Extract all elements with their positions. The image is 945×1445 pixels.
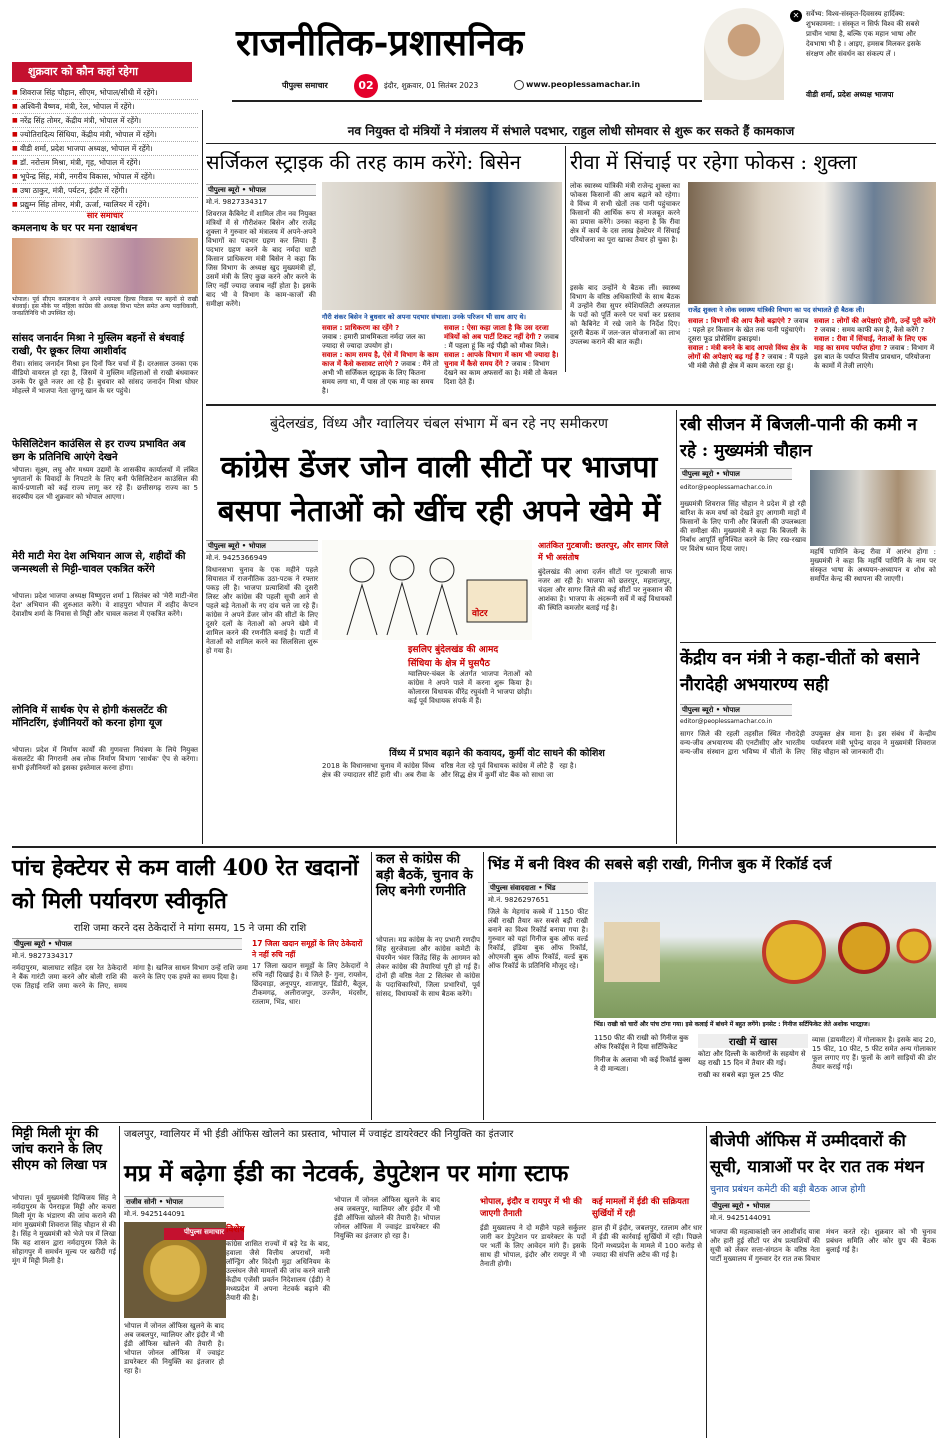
list-item: ■ उषा ठाकुर, मंत्री, पर्यटन, इंदौर में रहेंगी।: [12, 184, 198, 198]
giant-rakhi-photo: [594, 882, 936, 1018]
moong-headline: मिट्टी मिली मूंग की जांच कराने के लिए सीएम को लिखा पत्र: [12, 1126, 107, 1173]
rakhi-facts: [594, 1034, 694, 1088]
page-number: 02: [354, 74, 378, 98]
ed-photo-label: पीपुल्स समाचार: [164, 1228, 244, 1240]
ed-byline: राजीव सोनी • भोपाल: [124, 1196, 224, 1208]
mid-kicker: बुंदेलखंड, विंध्य और ग्वालियर चंबल संभाग में बन रहे नए समीकरण: [269, 416, 609, 432]
bundel-title: इसलिए बुंदेलखंड की आमद: [408, 645, 499, 655]
ed-body-2: भोपाल में जोनल ऑफिस खुलने के बाद अब जबलपुर, ग्वालियर और इंदौर में भी ईडी ऑफिस खोलने की तैयारी है। भोपाल जोनल ऑफिस में ज्वाइंट डायरेक्टर की नियुक्ति का इंतजार हो रहा है।: [334, 1196, 440, 1240]
rabi-caption: महर्षि पाणिनि केन्द्र रीवा में आरंभ होगा : मुख्यमंत्री ने कहा कि महर्षि पाणिनि के नाम पर संस्कृत भाषा के अध्ययन-अध्यापन व शोध को समर्पित केन्द्र की स्थापना की जाएगी।: [810, 548, 936, 583]
congress-meeting-body: भोपाल। मप्र कांग्रेस के नए प्रभारी रणदीप सिंह सुरजेवाला और कांग्रेस कमेटी के चेयरमैन भंवर जितेंद्र सिंह के आगमन को लेकर कांग्रेस की तैयारियां पूरी हो गई हैं। दोनों ही वरिष्ठ नेता 2 सितंबर से कांग्रेस के पदाधिकारियों, जिला प्रभारियों, पूर्व सांसद, विधायकों के साथ बैठक करेंगे।: [376, 936, 480, 998]
qa-question: सवाल : रीवा में सिंचाई, नेताओं के लिए एक माह का समय पर्याप्त होगा ?: [814, 335, 927, 352]
rakhi-headline: भिंड में बनी विश्व की सबसे बड़ी राखी, गिनीज बुक में रिकॉर्ड दर्ज: [488, 856, 832, 873]
list-item: 1150 फीट की राखी को गिनीज बुक ऑफ रिकॉर्ड्स ने दिया सर्टिफिकेट: [594, 1034, 689, 1051]
bisen-body: शिवराज कैबिनेट में शामिल तीन नव नियुक्त मंत्रियों में से गौरीशंकर बिसेन और राजेंद्र शुक्ला ने गुरुवार को मंत्रालय में अपने-अपने विभागों का पदभार ग्रहण कर लिया। हैं पदभार ग्रहण करने के बाद नर्मदा घाटी किसान प्राधिकरण मंत्री बिसेन ने कहा कि जिस विभाग के अध्यक्ष खुद मुख्यमंत्री हों, उसमें मंत्री के लिए कुछ करने और करने के लिए नहीं ज्यादा जवाब नहीं होता है। इसके बाद भी वे विभाग के काम-काजों की समीक्षा करेंगे।: [206, 210, 316, 308]
rabi-headline: रबी सीजन में बिजली-पानी की कमी न रहे : मुख्यमंत्री चौहान: [680, 415, 917, 461]
kamalnath-rakhi-photo: [12, 238, 198, 294]
list-item: ■ प्रद्युम्न सिंह तोमर, मंत्री, ऊर्जा, ग्वालियर में रहेंगे।: [12, 198, 198, 212]
qa-answer: जवाब : विभाग देखने का काम अफसरों का है। मंत्री तो केवल दिशा देते हैं।: [444, 360, 558, 386]
rakhi-khas-title: राखी में खास: [698, 1034, 808, 1048]
election-cartoon: [322, 540, 532, 640]
bisen-photo: [322, 182, 562, 310]
shukla-headline: रीवा में सिंचाई पर रहेगा फोकस : शुक्ला: [570, 150, 857, 174]
news-headline: कमलनाथ के घर पर मना रक्षाबंधन: [12, 223, 138, 234]
news-body: भोपाल। प्रदेश में निर्माण कार्यों की गुणवत्ता नियंत्रण के लिये नियुक्त कंसलटेंट की निगरानी अब लोक निर्माण विभाग 'सार्थक' ऐप से करेगा। सभी इंजीनियरों को इसका इस्तेमाल करना होगा।: [12, 746, 198, 772]
qa-answer: जवाब : मैं पहले भी मंत्री जैसे ही क्षेत्र में काम करता रहा हूं।: [688, 353, 809, 370]
cartoon-drawing: [322, 540, 532, 640]
rabi-email: editor@peoplessamachar.co.in: [680, 484, 773, 491]
schedule-box-title: शुक्रवार को कौन कहां रहेगा: [12, 62, 192, 82]
shukla-qa: [688, 317, 936, 371]
section-title: राजनीतिक-प्रशासनिक: [236, 22, 525, 64]
scindia-title: सिंधिया के क्षेत्र में घुसपैठ: [408, 659, 490, 669]
aatank-title: आतंकित गुटबाजी: छतरपुर, और सागर जिले में भी असंतोष: [538, 541, 669, 562]
news-headline: फेसिलिटेशन काउंसिल से हर राज्य प्रभावित अब छग के प्रतिनिधि आएंगे देखने: [12, 439, 186, 463]
shukla-meeting-photo: [688, 182, 936, 304]
qa-answer: जवाब : हमारी प्राथमिकता नर्मदा जल का ज्यादा से ज्यादा उपयोग हो।: [322, 333, 426, 350]
sand-body: नर्मदापुरम, बालाघाट सहित दस रेत ठेकेदारों ने बैंक गारंटी जमा करने और बोली राशि की एक तिहाई राशि जमा करने के लिए, समय मांगा है। खनिज साधन विभाग उन्हें राशि जमा करने के लिए एक हफ्ते का समय दिया है।: [12, 964, 248, 990]
ed-kicker: जबलपुर, ग्वालियर में भी ईडी ऑफिस खोलने का प्रस्ताव, भोपाल में ज्वाइंट डायरेक्टर की नियुक्ति का इंतजार: [124, 1129, 514, 1140]
ed-box2-body: हाल ही में इंदौर, जबलपुर, रतलाम और धार में ईडी की कार्रवाई सुर्खियों में रही। पिछले दिनों मध्यप्रदेश के मामले में 100 करोड़ से ज्यादा की संपत्ति अटैच की गई है।: [592, 1224, 702, 1259]
paper-name: पीपुल्स समाचार: [282, 81, 328, 90]
shukla-body: लोक स्वास्थ्य यांत्रिकी मंत्री राजेन्द्र शुक्ला का फोकस किसानों की आय बढ़ाने को रहेगा। वे विंध्य में सभी खेतों तक पानी पहुंचाकर किसानों की आर्थिक रूप से मजबूत करने का प्रयास करेंगे। उनका कहना है कि रीवा क्षेत्र में कार्य के दस लाख हेक्टेयर में सिंचाई परियोजना का पूरा खाका तैयार हो चुका है।: [570, 182, 680, 244]
qa-question: सवाल : विभागों की आप कैसे बढ़ाएंगे ?: [688, 317, 792, 325]
rabi-body: मुख्यमंत्री शिवराज सिंह चौहान ने प्रदेश में हो रही बारिश के कम वर्षा को देखते हुए आगामी माहों में किसानों के लिए पानी और बिजली की उपलब्धता की समीक्षा की। मुख्यमंत्री ने कहा कि बिजली के निर्बाध आपूर्ति सुनिश्चित करने के लिए रख-रखाव पर विशेष ध्यान दिया जाए।: [680, 500, 806, 553]
rakhi-mobile: मो.नं. 9826297651: [488, 896, 550, 904]
rakhi-circles-drawing: [594, 882, 936, 1018]
cm-meeting-photo: [810, 470, 936, 546]
list-item: ■ शिवराज सिंह चौहान, सीएम, भोपाल/सीधी में रहेंगे।: [12, 86, 198, 100]
forest-headline: केंद्रीय वन मंत्री ने कहा-चीतों को बसाने नौरादेही अभयारण्य सही: [680, 649, 920, 695]
forest-body: सागर जिले की रहली तहसील स्थित नौरादेही वन्य-जीव अभयारण्य की एनटीसीए और भारतीय वन्य-जीव संस्थान द्वारा भविष्य में चीतों के लिए उपयुक्त क्षेत्र माना है। इस संबंध में केन्द्रीय पर्यावरण मंत्री भूपेन्द्र यादव ने मुख्यमंत्री शिवराज सिंह चौहान को जानकारी दी।: [680, 730, 936, 756]
news-headline: मेरी माटी मेरा देश अभियान आज से, शहीदों की जन्मस्थली से मिट्टी-चावल एकत्रित करेंगे: [12, 551, 186, 575]
sand-box-title: 17 जिला खदान समूहों के लिए ठेकेदारों ने नहीं रुचि नहीं: [252, 939, 363, 959]
scindia-body: ग्वालियर-चंबल के अंतर्गत भाजपा नेताओं को कांग्रेस ने अपने पाले में करना शुरू किया है। कोलारस विधायक वीरेंद्र रघुवंशी ने भाजपा छोड़ी। कई पूर्व विधायक संपर्क में हैं।: [408, 670, 532, 705]
list-item: राखी का सबसे बड़ा फूल 25 फीट: [698, 1071, 784, 1079]
saar-samachar-label: सार समाचार: [86, 211, 124, 220]
ed-mobile: मो.नं. 9425144091: [124, 1210, 186, 1218]
list-item: ■ वीडी शर्मा, प्रदेश भाजपा अध्यक्ष, भोपाल में रहेंगे।: [12, 142, 198, 156]
top-kicker: नव नियुक्त दो मंत्रियों ने मंत्रालय में संभाले पदभार, राहुल लोधी सोमवार से शुरू कर सकते हैं कामकाज: [347, 124, 795, 138]
sand-byline: पीपुल्स ब्यूरो • भोपाल: [12, 938, 242, 950]
qa-answer: जवाब : विभाग में इस बात के पर्याप्त वित्तीय प्रावधान, परियोजना के कामों में तेजी लाएंगे।: [814, 344, 935, 370]
list-item: ■ नरेंद्र सिंह तोमर, केंद्रीय मंत्री, भोपाल में रहेंगे।: [12, 114, 198, 128]
bjp-byline: पीपुल्स ब्यूरो • भोपाल: [710, 1200, 810, 1212]
ed-box1-body: ईडी मुख्यालय ने दो महीने पहले सर्कुलर जारी कर डेपुटेशन पर डायरेक्टर के पदों पर भर्ती के लिए आवेदन मांगे हैं। इसके साथ ही भोपाल, इंदौर और रायपुर में भी तैनाती होगी।: [480, 1224, 586, 1268]
bisen-mobile: मो.नं. 9827334317: [206, 198, 268, 206]
globe-icon: [514, 80, 524, 90]
qa-answer: जवाब : मैंने तो अभी भी सर्जिकल स्ट्राइक के लिए कितना समय लगा था, मैं पास तो एक माह का समय है।: [322, 360, 439, 395]
ed-body-1b: भोपाल में जोनल ऑफिस खुलने के बाद अब जबलपुर, ग्वालियर और इंदौर में भी ईडी ऑफिस खोलने की तैयारी है। भोपाल जोनल ऑफिस में ज्वाइंट डायरेक्टर की नियुक्ति का इंतजार हो रहा है।: [124, 1322, 224, 1375]
ed-headline: मप्र में बढ़ेगा ईडी का नेटवर्क, डेपुटेशन पर मांगा स्टाफ: [124, 1160, 569, 1187]
news-body: भोपाल। पूर्व सीएम कमलनाथ ने अपने श्यामला हिल्स निवास पर बहनों से राखी बंधवाई। इस मौके पर महिला कांग्रेस की अध्यक्ष विभा पटेल समेत अन्य पदाधिकारी, जनप्रतिनिधि भी उपस्थित रहे।: [12, 296, 198, 317]
list-item: ■ अश्विनी वैष्णव, मंत्री, रेल, भोपाल में रहेंगे।: [12, 100, 198, 114]
qa-answer: जवाब : पहले हर किसान के खेत तक पानी पहुंचाएंगे। दूसरा फूड प्रोसेसिंग इकाइयां।: [688, 317, 809, 343]
aatank-body: बुंदेलखंड की आधा दर्जन सीटों पर गुटबाजी साफ नजर आ रही है। भाजपा को छतरपुर, महाराजपुर, चंदला और सागर जिले की कई सीटों पर नुकसान की आशंका है। भाजपा के अंदरूनी सर्वे में कई विधायकों की स्थिति कमजोर बताई गई है।: [538, 568, 672, 612]
moong-body: भोपाल। पूर्व मुख्यमंत्री दिग्विजय सिंह ने नर्मदापुरम के पेनराइज मिट्टी और कचरा मिली मूंग के भंडारण की जांच कराने की मांग मुख्यमंत्री शिवराज सिंह चौहान से की है। सिंह ने मुख्यमंत्री को भेजे पत्र में लिखा कि यह शासन द्वारा नर्मदापुरम जिले के सोहागपुर में समर्थन मूल्य पर खरीदी गई मूंग में मिट्टी मिली है।: [12, 1194, 116, 1265]
vindhya-body: 2018 के विधानसभा चुनाव में कांग्रेस विंध्य क्षेत्र की ज्यादातर सीटें हारी थी। अब रीवा के वरिष्ठ नेता रहे पूर्व विधायक कांग्रेस में लौटे हैं और सिद्ध क्षेत्र में कुर्मी वोट बैंक को साधा जा रहा है।: [322, 762, 577, 779]
forest-email: editor@peoplessamachar.co.in: [680, 718, 773, 725]
qa-question: सवाल : आपके विभाग में काम भी ज्यादा है। चुनाव में कैसे समय देंगे ?: [444, 351, 559, 368]
masthead-quote: सर्वेभ्य: विश्व-संस्कृत-दिवसस्य हार्दिक्य: शुभकामना: । संस्कृत न सिर्फ विश्व की सबसे प्राचीन भाषा है, बल्कि एक महान भाषा और देवभाषा भी है । आइए, हमसब मिलकर इसके संरक्षण और संवर्धन का संकल्प लें ।: [806, 10, 921, 58]
ed-box2-title: कई मामलों में ईडी की सक्रियता सुर्खियों में रही: [592, 1197, 690, 1219]
bisen-qa: [322, 324, 562, 395]
list-item: गिनीज के अलावा भी कई रिकॉर्ड बुक्स ने दी मान्यता।: [594, 1056, 691, 1073]
cartoon-label: वोटर: [472, 609, 488, 619]
forest-byline: पीपुल्स ब्यूरो • भोपाल: [680, 704, 792, 716]
news-body: भोपाल। सूक्ष्म, लघु और मध्यम उद्यमों के शासकीय कार्यालयों में लंबित भुगतानों के विवादों के निपटारे के लिए बनी फेसिलिटेशन काउंसिल की कार्य-प्रणाली को कई राज्य लागू कर रहे हैं। छत्तीसगढ़ राज्य का 5 सदस्यीय दल भी शुक्रवार को भोपाल आएगा।: [12, 466, 198, 501]
list-item: ■ भूपेन्द्र सिंह, मंत्री, नगरीय विकास, भोपाल में रहेंगे।: [12, 170, 198, 184]
quote-author: वीडी शर्मा, प्रदेश अध्यक्ष भाजपा: [806, 90, 894, 99]
mid-body: विधानसभा चुनाव के एक महीने पहले सियासत में राजनीतिक उठा-पटक ने रफ्तार पकड़ ली है। भाजपा प्रत्याशियों की दूसरी लिस्ट और कांग्रेस की पहली सूची आने से पहले बड़े नेताओं के नए दांव चले जा रहे हैं। कांग्रेस ने अपने डेंजर जोन की सीटों के लिए दूसरे दलों के नेताओं को अपने खेमे में शामिल करने की रणनीति बनाई है। पार्टी में नेताओं को शामिल करने का सिलसिला शुरू हो गया है।: [206, 566, 318, 655]
rakhi-body: जिले के मेहगांव कस्बे में 1150 फीट लंबी राखी तैयार कर सबसे बड़ी राखी बनाने का विश्व रिकॉर्ड बनाया गया है। गुरुवार को यहां गिनीज बुक ऑफ वर्ल्ड रिकॉर्ड, इंडिया बुक ऑफ रिकॉर्ड, ओएमजी बुक ऑफ रिकॉर्ड, वर्ल्ड बुक ऑफ रिकॉर्ड के प्रतिनिधि मौजूद रहे।: [488, 908, 588, 970]
mid-headline: कांग्रेस डेंजर जोन वाली सीटों पर भाजपा बसपा नेताओं को खींच रही अपने खेमे में: [217, 450, 661, 529]
vindhya-title: विंध्य में प्रभाव बढ़ाने की कवायद, कुर्मी वोट साधने की कोशिश: [389, 748, 605, 759]
mid-mobile: मो.नं. 9425366949: [206, 554, 268, 562]
rakhi-khas-body: व्यास (डायमीटर) में गोलाकार है। इसके बाद 20, 15 फीट, 10 फीट, 5 फीट समेत अन्य गोलाकार फूल लगाए गए हैं। फूलों के आगे साड़ियों की डोर तैयार कराई गई।: [812, 1036, 936, 1071]
sand-subhead: राशि जमा करने दस ठेकेदारों ने मांगा समय, 15 ने जमा की राशि: [73, 923, 307, 934]
ed-vishesh-label: विशेष: [226, 1225, 245, 1235]
news-headline: लोनिवि में सार्थक ऐप से होगी कंसलटेंट की मॉनिटरिंग, इंजीनियरों को करना होगा यूज: [12, 705, 168, 729]
bisen-headline: सर्जिकल स्ट्राइक की तरह काम करेंगे: बिसेन: [206, 150, 521, 174]
list-item: कोटा और दिल्ली के कारीगरों के सहयोग से यह राखी 15 दिन में तैयार की गई।: [698, 1050, 806, 1067]
bisen-byline: पीपुल्स ब्यूरो • भोपाल: [206, 184, 316, 196]
bjp-subhead: चुनाव प्रबंधन कमेटी की बड़ी बैठक आज होगी: [710, 1184, 866, 1195]
news-body: रीवा। सांसद जनार्दन मिश्रा इन दिनों फिर चर्चा में हैं। दरअसल उनका एक वीडियो वायरल हो रहा है, जिसमें वे मुस्लिम महिलाओं से राखी बंधवाकर उनके पैर छूते नजर आ रहे हैं। बुधवार को सांसद जनार्दन मिश्रा घोघर मोहल्ले में भाजपा नेता जुगनू खान के घर पहुंचे।: [12, 360, 198, 395]
qa-question: सवाल : लोगों की अपेक्षाएं होंगी, उन्हें पूरी करेंगे ?: [814, 317, 936, 334]
mid-byline: पीपुल्स ब्यूरो • भोपाल: [206, 540, 318, 552]
qa-question: सवाल : प्राधिकरण का रहेंगे ?: [322, 324, 400, 332]
rakhi-caption: भिंड। राखी को चारों और पांच टांगा गया। इसे कलाई में बांधने में बहुत लगेंगे। इनसेट : गिनीज सर्टिफिकेट लेते अशोक भारद्वाज।: [594, 1021, 870, 1028]
qa-question: सवाल : ऐसा कहा जाता है कि उस दरजा मंत्रियों को अब पार्टी टिकट नहीं देगी ?: [444, 324, 549, 341]
qa-answer: जवाब : समय काफी कम है, कैसे करेंगे ?: [820, 326, 925, 334]
sand-mobile: मो.नं. 9827334317: [12, 952, 74, 960]
bjp-mobile: मो.नं. 9425144091: [710, 1214, 772, 1222]
vd-sharma-portrait: [704, 8, 784, 100]
ed-body-1: कांग्रेस शासित राज्यों में बड़े रेड के बाद, हवाला जैसे वित्तीय अपराधों, मनी लॉन्ड्रिंग और विदेशी मुद्रा अधिनियम के उल्लंघन जैसे मामलों की जांच करने वाली केंद्रीय एजेंसी प्रवर्तन निदेशालय (ईडी) ने मध्यप्रदेश में अपना नेटवर्क बढ़ाने की तैयारी की है।: [226, 1240, 330, 1302]
congress-meeting-headline: कल से कांग्रेस की बड़ी बैठकें, चुनाव के लिए बनेगी रणनीति: [376, 852, 473, 899]
bjp-body: भाजपा की महत्वाकांक्षी जन आशीर्वाद यात्रा और हारी हुई सीटों पर शेष प्रत्याशियों की सूची को लेकर सत्ता-संगठन के वरिष्ठ नेता पार्टी मुख्यालय में गुरुवार देर रात तक विचार मंथन करते रहे। शुक्रवार को भी चुनाव प्रबंधन समिति और कोर ग्रुप की बैठक बुलाई गई है।: [710, 1228, 936, 1263]
sand-headline: पांच हेक्टेयर से कम वाली 400 रेत खदानों को मिली पर्यावरण स्वीकृति: [12, 855, 359, 914]
qa-question: सवाल : काम समय है, ऐसे में विभाग के काम काज में कैसे कसावट लाएंगे ?: [322, 351, 439, 368]
news-body: भोपाल। प्रदेश भाजपा अध्यक्ष विष्णुदत्त शर्मा 1 सितंबर को 'मेरी माटी-मेरा देश' अभियान की शुरुआत करेंगे। वे शाहपुरा भोपाल में शहीद केप्टन देवाशीष शर्मा के निवास से मिट्टी और चावल कलश में एकत्रित करेंगे।: [12, 592, 198, 618]
shukla-caption: राजेंद्र शुक्ला ने लोक स्वास्थ्य यांत्रिकी विभाग का पद संभालते ही बैठक ली।: [688, 306, 865, 314]
rabi-byline: पीपुल्स ब्यूरो • भोपाल: [680, 468, 792, 480]
list-item: ■ डॉ. नरोत्तम मिश्रा, मंत्री, गृह, भोपाल में रहेंगे।: [12, 156, 198, 170]
shukla-body-2: इसके बाद उन्होंने ये बैठक लीं। स्वास्थ्य विभाग के वरिष्ठ अधिकारियों के साथ बैठक में उन्होंने रीवा सुपर स्पेशियलिटी अस्पताल के पदों को पूर्ति करने पर चर्चा कर प्रस्ताव को कैबिनेट में रखे जाने के निर्देश दिए। दूसरी बैठक में जल-जल योजनाओं का लाभ उपलब्ध कराने की बात कही।: [570, 284, 680, 346]
qa-answer: जवाब : मैं पहला हूं कि नई पीढ़ी को मौका मिले।: [444, 333, 559, 350]
schedule-list: [12, 86, 198, 208]
qa-question: सवाल : मंत्री बनने के बाद आपसे विंध्य क्षेत्र के लोगों की अपेक्षाएं बढ़ गई हैं ?: [688, 344, 807, 361]
list-item: ■ ज्योतिरादित्य सिंधिया, केंद्रीय मंत्री, भोपाल में रहेंगे।: [12, 128, 198, 142]
sand-box-body: 17 जिला खदान समूहों के लिए ठेकेदारों ने रुचि नहीं दिखाई है। ये जिले हैं- गुना, रायसेन, छिंदवाड़ा, अनूपपुर, शाजापुर, डिंडोरी, बैतूल, टीकमगढ़, अलीराजपुर, उज्जैन, मंदसौर, रतलाम, भिंड, धार।: [252, 962, 368, 1006]
news-headline: सांसद जनार्दन मिश्रा ने मुस्लिम बहनों से बंधवाई राखी, पैर छूकर लिया आशीर्वाद: [12, 333, 185, 357]
bisen-caption: गौरी शंकर बिसेन ने बुधवार को अपना पदभार संभाला। उनके परिजन भी साथ आए थे।: [322, 313, 526, 321]
ed-box1-title: भोपाल, इंदौर व रायपुर में भी की जाएगी तैनाती: [480, 1197, 582, 1219]
rakhi-khas-list: [698, 1050, 808, 1112]
rakhi-byline: पीपुल्स संवाददाता • भिंड: [488, 882, 588, 894]
website-link[interactable]: www.peoplessamachar.in: [526, 80, 641, 89]
bjp-headline: बीजेपी ऑफिस में उम्मीदवारों की सूची, यात्राओं पर देर रात तक मंथन: [710, 1131, 924, 1176]
dateline: इंदौर, शुक्रवार, 01 सितंबर 2023: [384, 81, 479, 90]
x-social-icon: ✕: [790, 10, 802, 22]
